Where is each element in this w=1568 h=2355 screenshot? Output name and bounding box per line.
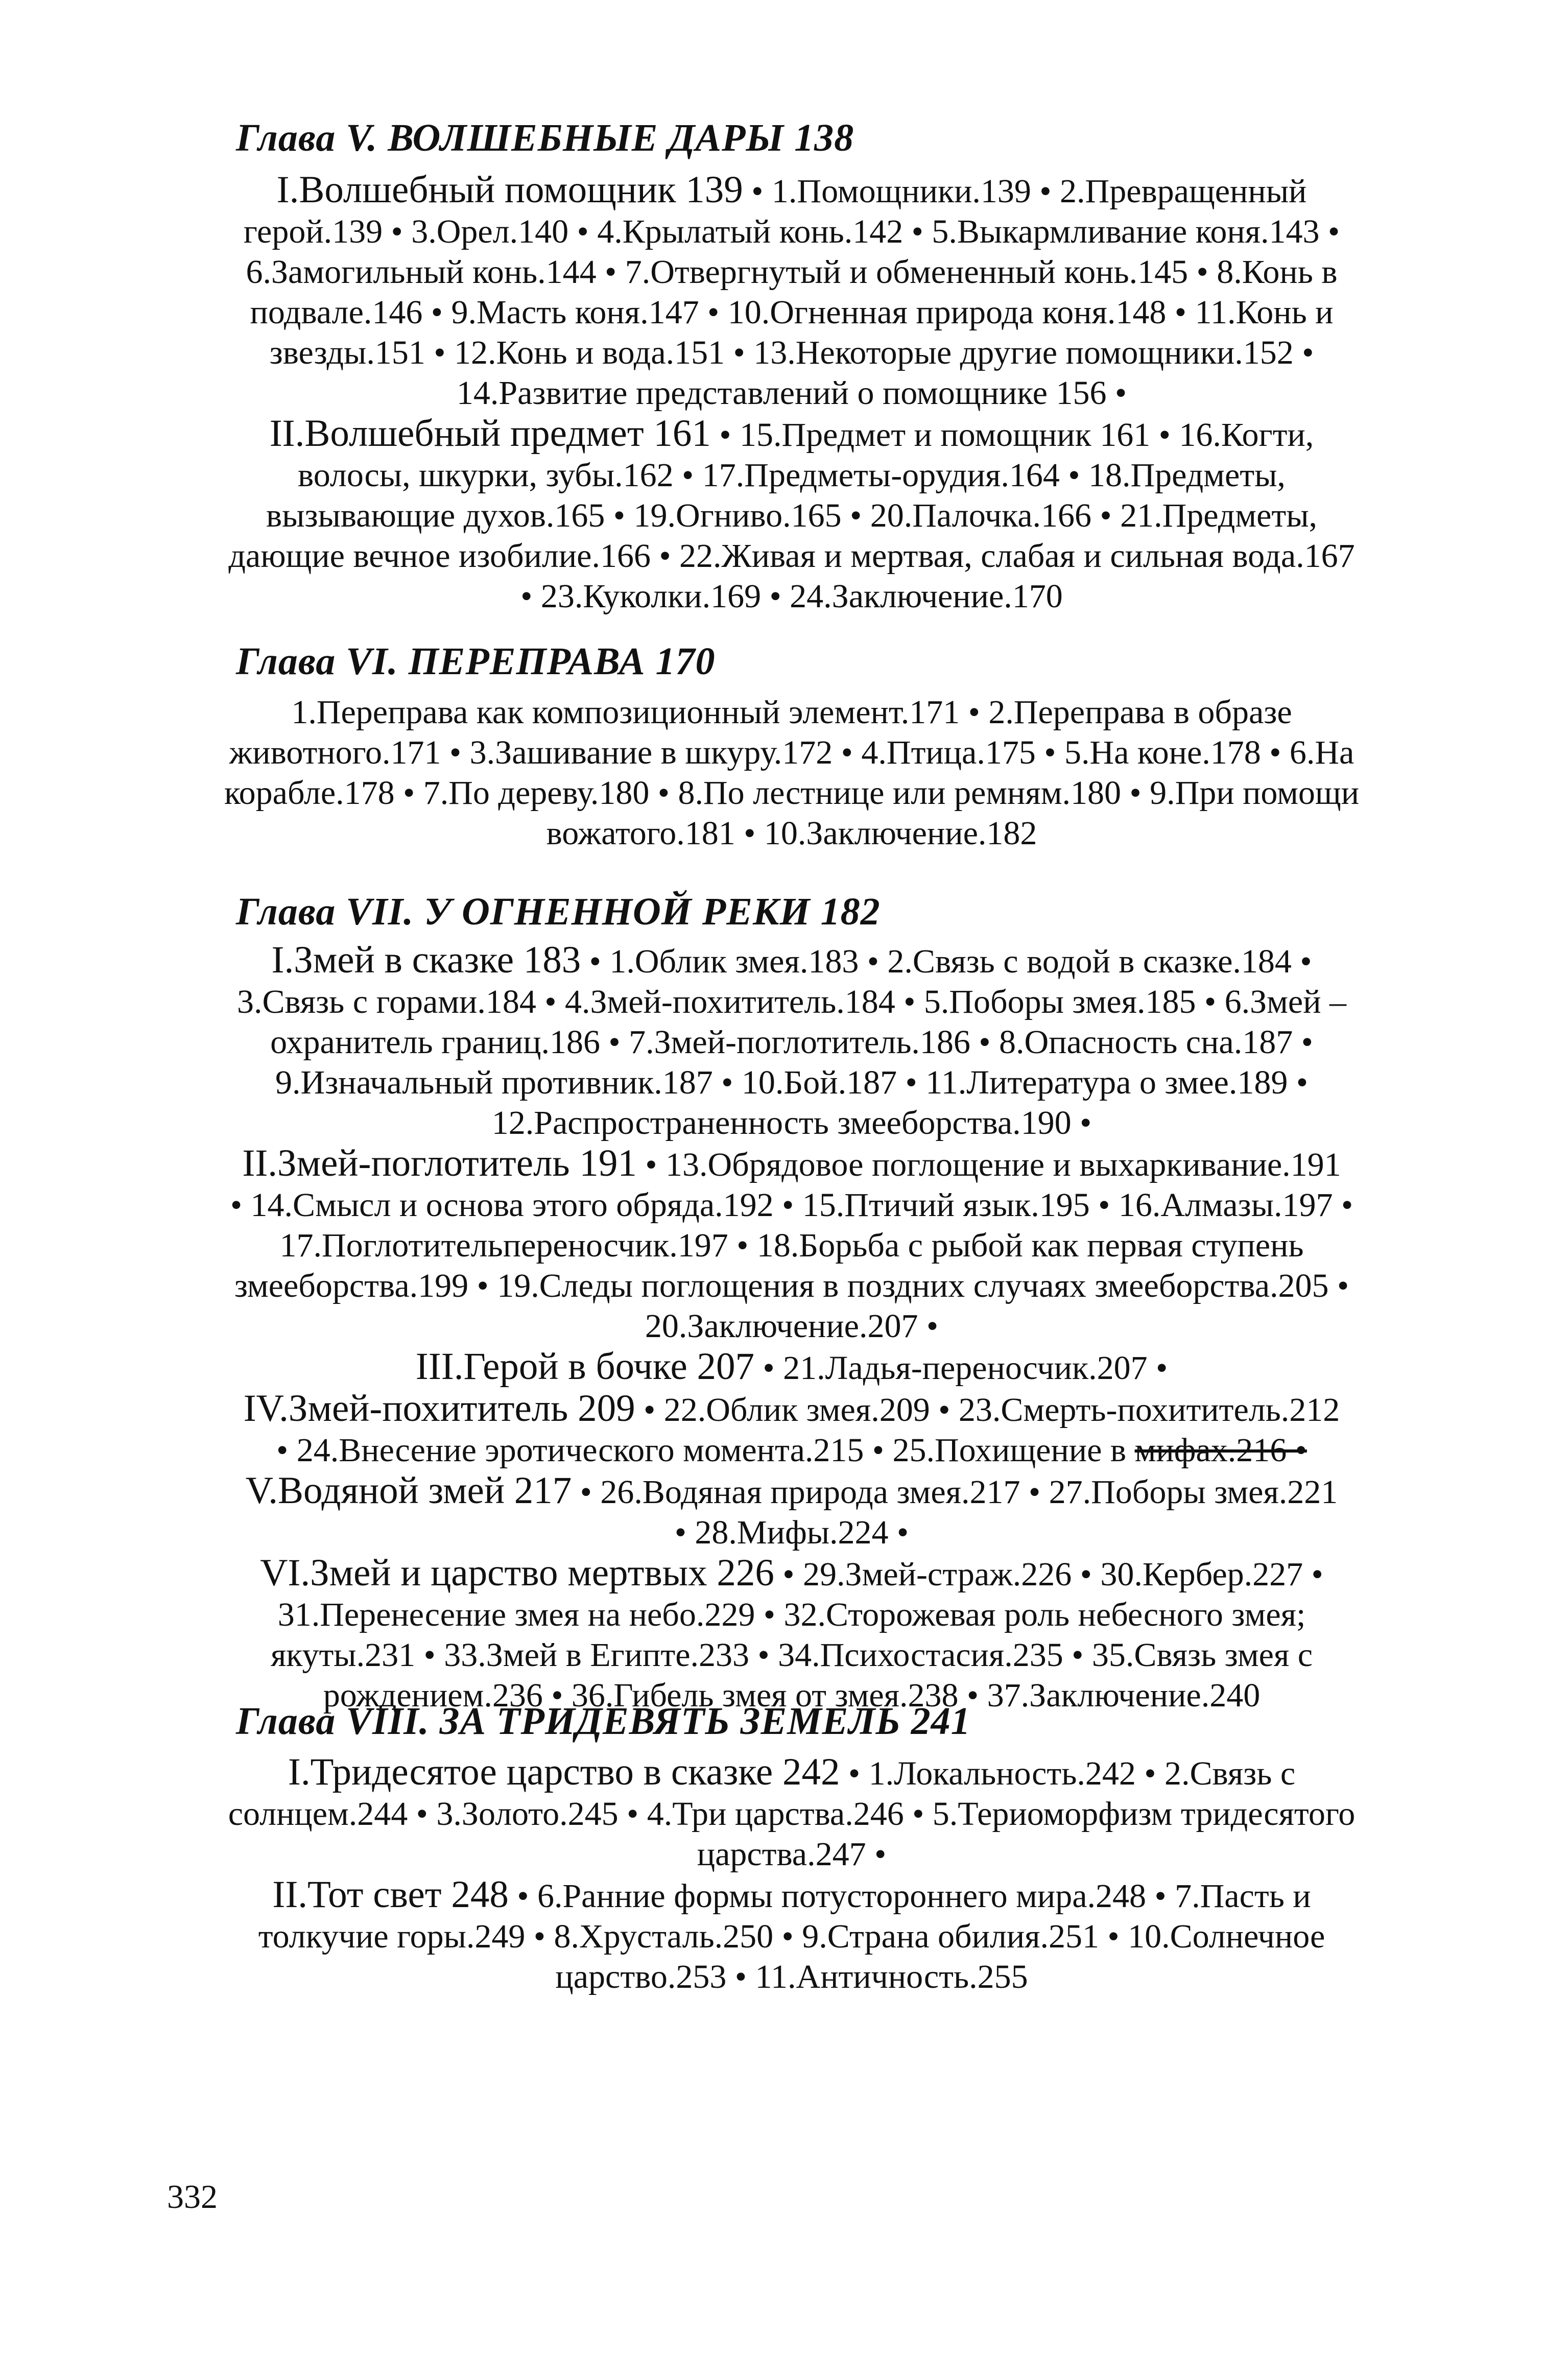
toc-line xyxy=(153,536,1430,576)
toc-line xyxy=(153,1103,1430,1143)
toc-line xyxy=(153,1635,1430,1675)
toc-line xyxy=(153,1957,1430,1997)
toc-section xyxy=(153,940,1430,1143)
toc-line-text: якуты.231 • 33.Змей в Египте.233 • 34.Психостасия.235 • 35.Связь змея с xyxy=(270,1636,1313,1674)
toc-section xyxy=(153,1143,1430,1346)
section-title: I.Тридесятое царство в сказке 242 xyxy=(288,1751,840,1793)
toc-line-text: корабле.178 • 7.По дереву.180 • 8.По лестнице или ремням.180 • 9.При помощи xyxy=(224,774,1360,812)
toc-line-text: • 6.Ранние формы потустороннего мира.248 • 7.Пасть и xyxy=(508,1877,1311,1915)
toc-section xyxy=(153,1874,1430,1997)
toc-line-text: змееборства.199 • 19.Следы поглощения в поздних случаях змееборства.205 • xyxy=(234,1267,1349,1304)
chapter-heading: Глава V. ВОЛШЕБНЫЕ ДАРЫ 138 xyxy=(236,116,854,159)
toc-section xyxy=(153,692,1430,853)
toc-line-text: • 24.Внесение эротического момента.215 • 25.Похищение в xyxy=(276,1432,1135,1469)
toc-line-text: солнцем.244 • 3.Золото.245 • 4.Три царства.246 • 5.Териоморфизм тридесятого xyxy=(228,1795,1356,1833)
toc-line-text: • 21.Ладья-переносчик.207 • xyxy=(754,1349,1168,1387)
toc-line xyxy=(153,732,1430,773)
toc-section xyxy=(153,1553,1430,1716)
toc-line-text: 14.Развитие представлений о помощнике 156 • xyxy=(456,374,1127,412)
chapter-contents xyxy=(153,692,1430,853)
toc-line-text: • 1.Помощники.139 • 2.Превращенный xyxy=(743,173,1307,210)
toc-line xyxy=(153,373,1430,413)
toc-line xyxy=(153,413,1430,455)
toc-line-text: • 1.Локальность.242 • 2.Связь с xyxy=(840,1755,1296,1792)
section-title: VI.Змей и царство мертвых 226 xyxy=(260,1552,774,1594)
section-title: V.Водяной змей 217 xyxy=(245,1469,572,1512)
toc-line xyxy=(153,1143,1430,1185)
toc-line-text: волосы, шкурки, зубы.162 • 17.Предметы-орудия.164 • 18.Предметы, xyxy=(298,457,1286,494)
toc-line-text: царства.247 • xyxy=(697,1836,887,1873)
toc-line xyxy=(153,1430,1430,1470)
toc-line-text: царство.253 • 11.Античность.255 xyxy=(555,1958,1028,1995)
toc-section xyxy=(153,1470,1430,1553)
toc-line xyxy=(153,982,1430,1022)
chapter-heading: Глава VI. ПЕРЕПРАВА 170 xyxy=(236,640,716,683)
toc-line-text: • 15.Предмет и помощник 161 • 16.Когти, xyxy=(710,416,1314,454)
toc-line-text: подвале.146 • 9.Масть коня.147 • 10.Огненная природа коня.148 • 11.Конь и xyxy=(250,294,1334,331)
section-title: III.Герой в бочке 207 xyxy=(415,1345,754,1388)
toc-line-text: толкучие горы.249 • 8.Хрусталь.250 • 9.Страна обилия.251 • 10.Солнечное xyxy=(258,1918,1325,1955)
toc-line xyxy=(153,692,1430,732)
toc-line xyxy=(153,1752,1430,1794)
toc-line-text: вызывающие духов.165 • 19.Огниво.165 • 20.Палочка.166 • 21.Предметы, xyxy=(266,497,1318,534)
struck-through-text: мифах.216 • xyxy=(1134,1432,1307,1469)
toc-section xyxy=(153,1388,1430,1470)
chapter-contents xyxy=(153,940,1430,1716)
toc-line xyxy=(153,1470,1430,1512)
toc-line-text: • 28.Мифы.224 • xyxy=(674,1514,909,1551)
toc-section xyxy=(153,1752,1430,1874)
toc-line-text: охранитель границ.186 • 7.Змей-поглотитель.186 • 8.Опасность сна.187 • xyxy=(270,1024,1313,1061)
toc-line xyxy=(153,1306,1430,1346)
toc-line-text: 3.Связь с горами.184 • 4.Змей-похититель.184 • 5.Поборы змея.185 • 6.Змей – xyxy=(236,983,1347,1020)
toc-line xyxy=(153,1874,1430,1916)
toc-section xyxy=(153,1346,1430,1388)
toc-line-text: животного.171 • 3.Зашивание в шкуру.172 • 4.Птица.175 • 5.На коне.178 • 6.На xyxy=(229,734,1355,771)
toc-line xyxy=(153,332,1430,373)
toc-line xyxy=(153,1595,1430,1635)
toc-line xyxy=(153,940,1430,982)
toc-line xyxy=(153,170,1430,211)
toc-line xyxy=(153,495,1430,536)
toc-line xyxy=(153,455,1430,495)
section-title: II.Волшебный предмет 161 xyxy=(269,412,711,455)
chapter-heading: Глава VIII. ЗА ТРИДЕВЯТЬ ЗЕМЕЛЬ 241 xyxy=(236,1700,971,1743)
toc-line-text: дающие вечное изобилие.166 • 22.Живая и мертвая, слабая и сильная вода.167 xyxy=(228,537,1355,575)
toc-line xyxy=(153,1346,1430,1388)
toc-line xyxy=(153,813,1430,853)
page-number: 332 xyxy=(167,2178,218,2216)
toc-line-text: 12.Распространенность змееборства.190 • xyxy=(491,1104,1092,1141)
toc-line-text: вожатого.181 • 10.Заключение.182 xyxy=(546,815,1037,852)
toc-line-text: звезды.151 • 12.Конь и вода.151 • 13.Некоторые другие помощники.152 • xyxy=(269,334,1314,371)
toc-line xyxy=(153,1225,1430,1266)
toc-line-text: • 23.Куколки.169 • 24.Заключение.170 xyxy=(520,578,1063,615)
toc-line-text: герой.139 • 3.Орел.140 • 4.Крылатый конь.142 • 5.Выкармливание коня.143 • xyxy=(243,213,1340,250)
chapter-heading: Глава VII. У ОГНЕННОЙ РЕКИ 182 xyxy=(236,890,881,933)
toc-line xyxy=(153,1794,1430,1834)
toc-line xyxy=(153,1266,1430,1306)
toc-line-text: 31.Перенесение змея на небо.229 • 32.Сторожевая роль небесного змея; xyxy=(277,1596,1306,1633)
toc-line-text: 17.Поглотительпереносчик.197 • 18.Борьба с рыбой как первая ступень xyxy=(279,1227,1304,1264)
toc-line xyxy=(153,576,1430,616)
toc-section xyxy=(153,170,1430,413)
toc-line-text: • 22.Облик змея.209 • 23.Смерть-похититель.212 xyxy=(635,1391,1340,1429)
toc-line xyxy=(153,1022,1430,1062)
chapter-contents xyxy=(153,170,1430,616)
toc-line-text: • 14.Смысл и основа этого обряда.192 • 15.Птичий язык.195 • 16.Алмазы.197 • xyxy=(230,1186,1353,1224)
section-title: II.Змей-поглотитель 191 xyxy=(242,1142,637,1184)
toc-line xyxy=(153,773,1430,813)
toc-line xyxy=(153,1185,1430,1225)
toc-line-text: • 29.Змей-страж.226 • 30.Кербер.227 • xyxy=(774,1556,1323,1593)
toc-line-text: 6.Замогильный конь.144 • 7.Отвергнутый и обмененный конь.145 • 8.Конь в xyxy=(246,253,1338,291)
section-title: I.Змей в сказке 183 xyxy=(271,939,581,981)
toc-line-text: 20.Заключение.207 • xyxy=(645,1307,939,1345)
toc-line-text: рождением.236 • 36.Гибель змея от змея.238 • 37.Заключение.240 xyxy=(323,1677,1261,1714)
toc-line xyxy=(153,1512,1430,1553)
toc-line xyxy=(153,1916,1430,1957)
toc-line-text: • 1.Облик змея.183 • 2.Связь с водой в сказке.184 • xyxy=(581,943,1312,980)
toc-line-text: • 26.Водяная природа змея.217 • 27.Поборы змея.221 xyxy=(572,1473,1338,1511)
section-title: IV.Змей-похититель 209 xyxy=(243,1387,635,1430)
toc-line xyxy=(153,252,1430,292)
toc-line-text: • 13.Обрядовое поглощение и выхаркивание.191 xyxy=(636,1146,1341,1183)
toc-section xyxy=(153,413,1430,616)
toc-line xyxy=(153,1388,1430,1430)
toc-line xyxy=(153,1834,1430,1874)
toc-line xyxy=(153,1062,1430,1103)
toc-line-text: 9.Изначальный противник.187 • 10.Бой.187 • 11.Литература о змее.189 • xyxy=(275,1064,1308,1101)
section-title: I.Волшебный помощник 139 xyxy=(276,169,743,211)
toc-line-text: 1.Переправа как композиционный элемент.171 • 2.Переправа в образе xyxy=(291,694,1292,731)
toc-line xyxy=(153,1553,1430,1595)
section-title: II.Тот свет 248 xyxy=(272,1873,509,1916)
chapter-contents xyxy=(153,1752,1430,1997)
toc-line xyxy=(153,211,1430,252)
toc-line xyxy=(153,292,1430,332)
